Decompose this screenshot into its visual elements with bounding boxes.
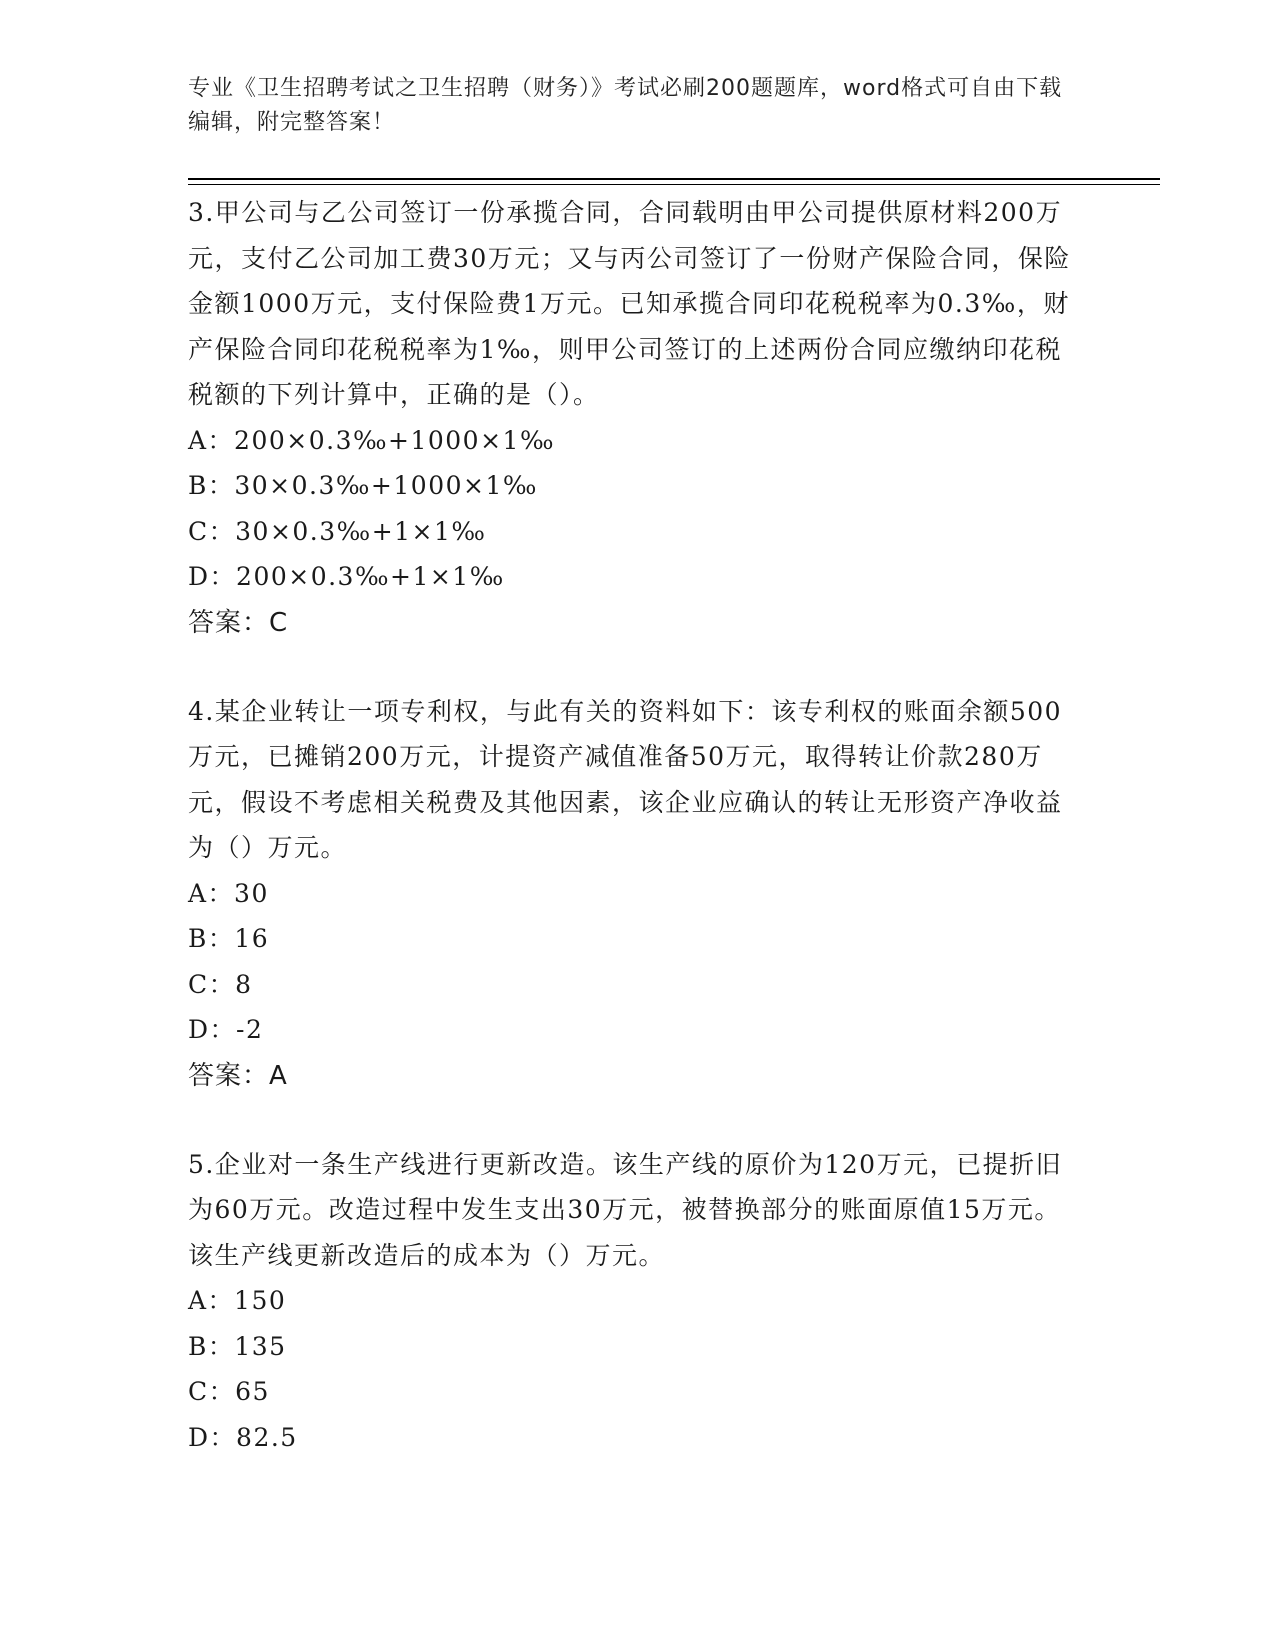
header-rule-thick bbox=[188, 178, 1160, 180]
question-text: 3.甲公司与乙公司签订一份承揽合同，合同载明由甲公司提供原材料200万元，支付乙公司加工费30万元；又与丙公司签订了一份财产保险合同，保险金额1000万元，支付保险费1万元。已知承揽合同印花税税率为0.3‰，财产保险合同印花税税率为1‰，则甲公司签订的上述两份合同应缴纳印花税税额的下列计算中，正确的是（）。 bbox=[188, 198, 1071, 409]
question-list bbox=[188, 190, 1078, 1460]
option-a: A：150 bbox=[188, 1286, 287, 1315]
option-c: C：30×0.3‰+1×1‰ bbox=[188, 516, 487, 546]
question-spacer bbox=[188, 646, 1078, 689]
question-3 bbox=[188, 190, 1078, 646]
question-5 bbox=[188, 1142, 1078, 1461]
option-a: A：200×0.3‰+1000×1‰ bbox=[188, 425, 555, 455]
option-b: B：135 bbox=[188, 1331, 287, 1361]
question-spacer bbox=[188, 1099, 1078, 1142]
question-text: 4.某企业转让一项专利权，与此有关的资料如下：该专利权的账面余额500万元，已摊销200万元，计提资产减值准备50万元，取得转让价款280万元，假设不考虑相关税费及其他因素，该企业应确认的转让无形资产净收益为（）万元。 bbox=[188, 696, 1063, 862]
option-d: D：-2 bbox=[188, 1015, 264, 1044]
option-d: D：82.5 bbox=[188, 1422, 298, 1452]
option-a: A：30 bbox=[188, 878, 269, 908]
header-rule-thin bbox=[188, 184, 1160, 185]
option-b: B：16 bbox=[188, 924, 270, 953]
option-b: B：30×0.3‰+1000×1‰ bbox=[188, 471, 538, 500]
answer-line: 答案：A bbox=[188, 1060, 288, 1091]
option-d: D：200×0.3‰+1×1‰ bbox=[188, 562, 505, 591]
document-header: 专业《卫生招聘考试之卫生招聘（财务）》考试必刷200题题库，word格式可自由下载编辑，附完整答案！ bbox=[188, 76, 1063, 135]
question-text: 5.企业对一条生产线进行更新改造。该生产线的原价为120万元，已提折旧为60万元。改造过程中发生支出30万元，被替换部分的账面原值15万元。该生产线更新改造后的成本为（）万元。 bbox=[188, 1149, 1063, 1270]
answer-line: 答案：C bbox=[188, 607, 289, 638]
option-c: C：8 bbox=[188, 969, 253, 999]
option-c: C：65 bbox=[188, 1377, 270, 1406]
question-4 bbox=[188, 689, 1078, 1099]
